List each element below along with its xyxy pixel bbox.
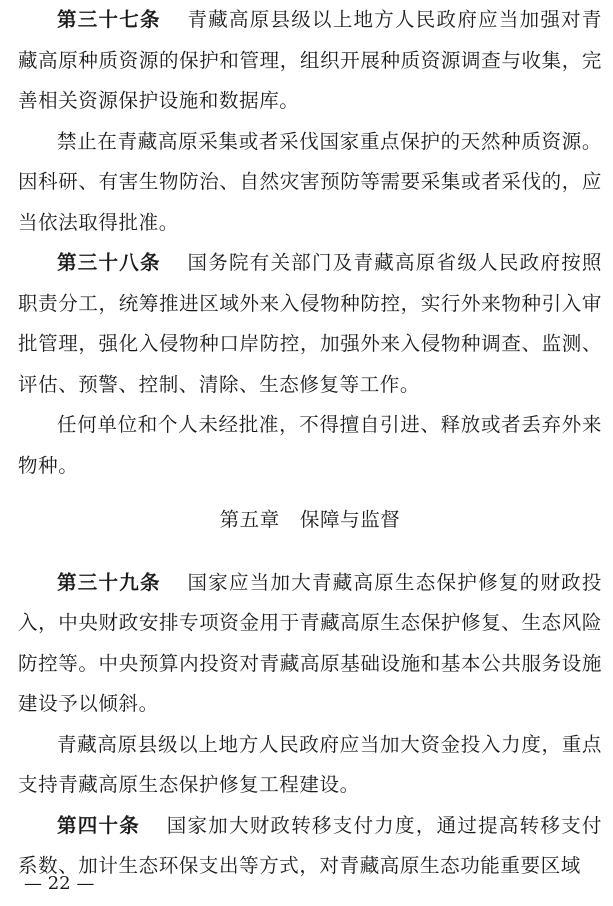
article-37-paragraph-2: 禁止在青藏高原采集或者采伐国家重点保护的天然种质资源。因科研、有害生物防治、自然灾害预防等需要采集或者采伐的，应当依法取得批准。 [18, 129, 602, 234]
article-40-text-1: 国家加大财政转移支付力度，通过提高转移支付系数、加计生态环保支出等方式，对青藏高原生态功能重要区域 [18, 813, 602, 877]
article-39-text-1: 国家应当加大青藏高原生态保护修复的财政投入，中央财政安排专项资金用于青藏高原生态保护修复、生态风险防控等。中央预算内投资对青藏高原基础设施和基本公共服务设施建设予以倾斜。 [18, 570, 602, 715]
article-37-label: 第三十七条 [57, 8, 161, 31]
article-37-text-1: 青藏高原县级以上地方人民政府应当加强对青藏高原种质资源的保护和管理，组织开展种质资源调查与收集，完善相关资源保护设施和数据库。 [18, 8, 602, 112]
article-38-paragraph-2: 任何单位和个人未经批准，不得擅自引进、释放或者丢弃外来物种。 [18, 413, 602, 477]
article-38-paragraph-1 [18, 243, 602, 405]
article-37-paragraph-1 [18, 0, 602, 122]
article-38-text-1: 国务院有关部门及青藏高原省级人民政府按照职责分工，统筹推进区域外来入侵物种防控，实行外来物种引入审批管理，强化入侵物种口岸防控，加强外来入侵物种调查、监测、评估、预警、控制、清除、生态修复等工作。 [18, 251, 602, 396]
article-39-paragraph-2: 青藏高原县级以上地方人民政府应当加大资金投入力度，重点支持青藏高原生态保护修复工程建设。 [18, 732, 602, 796]
chapter-number: 第五章 [219, 508, 280, 531]
document-page [18, 0, 602, 887]
chapter-title: 保障与监督 [299, 508, 401, 531]
page-number: — 22 — [24, 873, 95, 894]
article-39-paragraph-1 [18, 563, 602, 725]
chapter-heading [18, 500, 602, 541]
article-38-label: 第三十八条 [57, 251, 161, 274]
article-40-paragraph-1 [18, 806, 602, 887]
article-40-label: 第四十条 [57, 813, 141, 837]
article-39-label: 第三十九条 [57, 570, 161, 594]
